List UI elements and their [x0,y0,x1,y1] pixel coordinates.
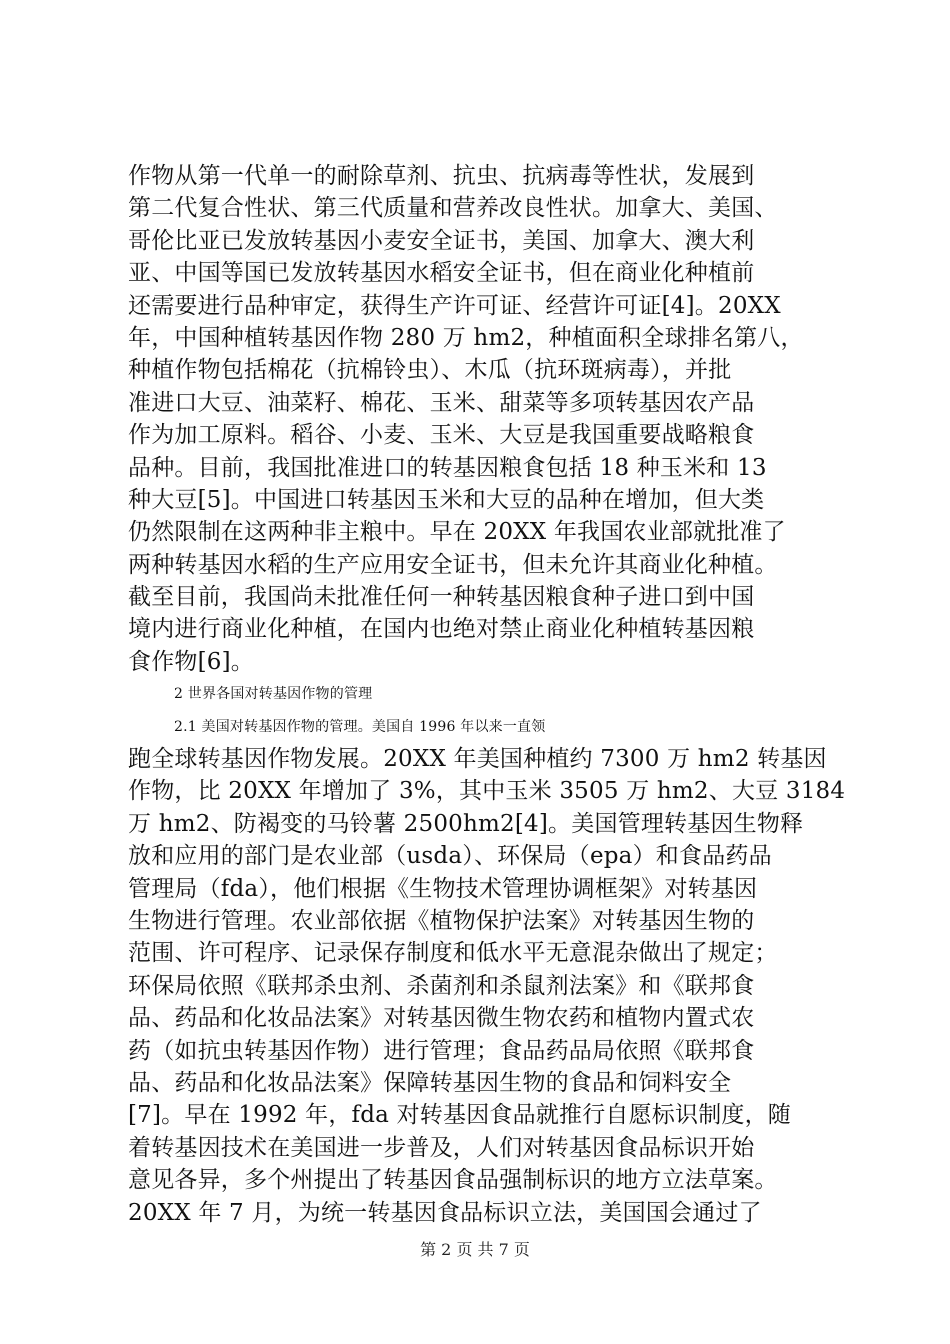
text-line: 品、药品和化妆品法案》保障转基因生物的食品和饲料安全 [128,1069,732,1096]
text-line: 2.1 美国对转基因作物的管理。美国自 1996 年以来一直领 [174,718,546,735]
text-line: 截至目前，我国尚未批准任何一种转基因粮食种子进口到中国 [128,584,755,611]
text-line: 仍然限制在这两种非主粮中。早在 20XX 年我国农业部就批准了 [128,519,786,546]
text-line: 食作物[6]。 [128,648,254,675]
text-line: 万 hm2、防褐变的马铃薯 2500hm2[4]。美国管理转基因生物释 [128,810,804,837]
text-line: 20XX 年 7 月，为统一转基因食品标识立法，美国国会通过了 [128,1199,762,1226]
text-line: 环保局依照《联邦杀虫剂、杀菌剂和杀鼠剂法案》和《联邦食 [128,972,755,999]
text-line: 种植作物包括棉花（抗棉铃虫）、木瓜（抗环斑病毒），并批 [128,357,732,384]
text-line: 亚、中国等国已发放转基因水稻安全证书，但在商业化种植前 [128,260,755,287]
text-line: 管理局（fda），他们根据《生物技术管理协调框架》对转基因 [128,875,758,902]
text-line: 药（如抗虫转基因作物）进行管理；食品药品局依照《联邦食 [128,1037,755,1064]
text-line: 两种转基因水稻的生产应用安全证书，但未允许其商业化种植。 [128,551,778,578]
text-line: 跑全球转基因作物发展。20XX 年美国种植约 7300 万 hm2 转基因 [128,746,827,773]
text-line: 境内进行商业化种植，在国内也绝对禁止商业化种植转基因粮 [128,616,755,643]
text-line: 范围、许可程序、记录保存制度和低水平无意混杂做出了规定； [128,940,778,967]
text-line: 年，中国种植转基因作物 280 万 hm2，种植面积全球排名第八， [128,324,804,351]
text-line: 还需要进行品种审定，获得生产许可证、经营许可证[4]。20XX [128,292,781,319]
text-line: 种大豆[5]。中国进口转基因玉米和大豆的品种在增加，但大类 [128,486,765,513]
page-footer: 第 2 页 共 7 页 [420,1240,530,1259]
body-text [128,160,848,1229]
text-line: 生物进行管理。农业部依据《植物保护法案》对转基因生物的 [128,907,755,934]
text-line: 着转基因技术在美国进一步普及，人们对转基因食品标识开始 [128,1134,755,1161]
text-line: 2 世界各国对转基因作物的管理 [174,686,373,703]
text-line: [7]。早在 1992 年，fda 对转基因食品就推行自愿标识制度，随 [128,1102,791,1129]
text-line: 品、药品和化妆品法案》对转基因微生物农药和植物内置式农 [128,1005,755,1032]
text-line: 作物从第一代单一的耐除草剂、抗虫、抗病毒等性状，发展到 [128,163,755,189]
text-line: 第二代复合性状、第三代质量和营养改良性状。加拿大、美国、 [128,195,778,222]
text-line: 作为加工原料。稻谷、小麦、玉米、大豆是我国重要战略粮食 [128,422,755,449]
text-line: 放和应用的部门是农业部（usda）、环保局（epa）和食品药品 [128,843,772,870]
text-line: 准进口大豆、油菜籽、棉花、玉米、甜菜等多项转基因农产品 [128,389,755,416]
text-line: 意见各异，多个州提出了转基因食品强制标识的地方立法草案。 [128,1167,778,1194]
text-line: 哥伦比亚已发放转基因小麦安全证书，美国、加拿大、澳大利 [128,227,755,254]
text-line: 品种。目前，我国批准进口的转基因粮食包括 18 种玉米和 13 [128,454,767,481]
text-line: 作物，比 20XX 年增加了 3%，其中玉米 3505 万 hm2、大豆 3184 [128,778,846,805]
